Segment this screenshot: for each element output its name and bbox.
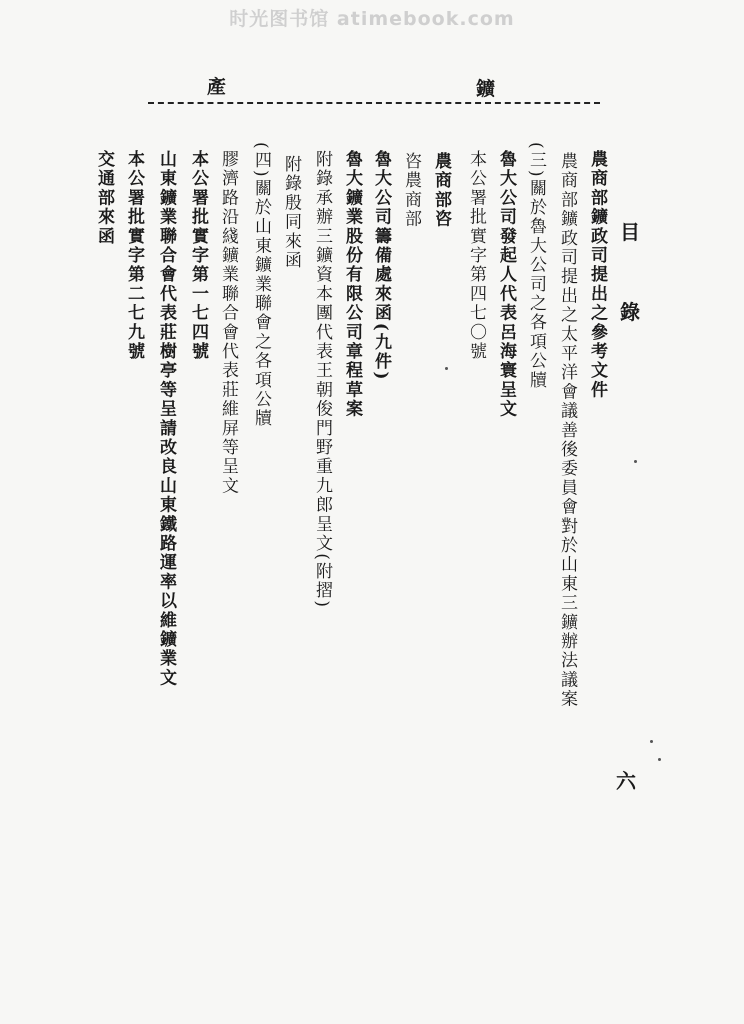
toc-entry-1: 農商部鑛政司提出之參考文件 [587,150,607,400]
toc-entry-9: 魯大鑛業股份有限公司章程草案 [342,150,362,419]
running-header-left: 產 [207,76,227,98]
toc-entry-10: 附錄承辦三鑛資本團代表王朝俊門野重九郎呈文(附摺) [312,150,332,610]
toc-entry-5: 本公署批實字第四七〇號 [466,150,486,362]
running-header-right: 鑛 [476,78,496,100]
scan-speck [650,740,653,743]
toc-entry-2: 農商部鑛政司提出之太平洋會議善後委員會對於山東三鑛辦法議案 [557,152,577,709]
toc-title-char-2: 錄 [620,300,640,324]
toc-entry-15: 山東鑛業聯合會代表莊樹亭等呈請改良山東鐵路運率以維鑛業文 [156,150,176,688]
toc-entry-14: 本公署批實字第一七四號 [188,150,208,362]
toc-entry-17: 交通部來函 [94,150,114,246]
toc-entry-16: 本公署批實字第二七九號 [124,150,144,362]
header-rule [148,102,600,104]
page-number: 六 [616,769,636,793]
toc-entry-8: 魯大公司籌備處來函(九件) [371,150,391,382]
scan-speck [634,460,637,463]
scan-speck [658,758,661,761]
toc-entry-13: 膠濟路沿綫鑛業聯合會代表莊維屏等呈文 [218,150,238,496]
toc-entry-3: (三)關於魯大公司之各項公牘 [526,142,546,391]
toc-entry-7: 咨農商部 [401,152,421,229]
toc-entry-4: 魯大公司發起人代表呂海寰呈文 [496,150,516,419]
scan-speck [445,367,448,370]
toc-entry-12: (四)關於山東鑛業聯會之各項公牘 [251,142,271,429]
toc-title-char-1: 目 [620,220,640,244]
toc-entry-11: 附錄殷同來函 [281,155,301,271]
watermark: 时光图书馆 atimebook.com [229,8,515,30]
toc-entry-6: 農商部咨 [431,152,451,229]
